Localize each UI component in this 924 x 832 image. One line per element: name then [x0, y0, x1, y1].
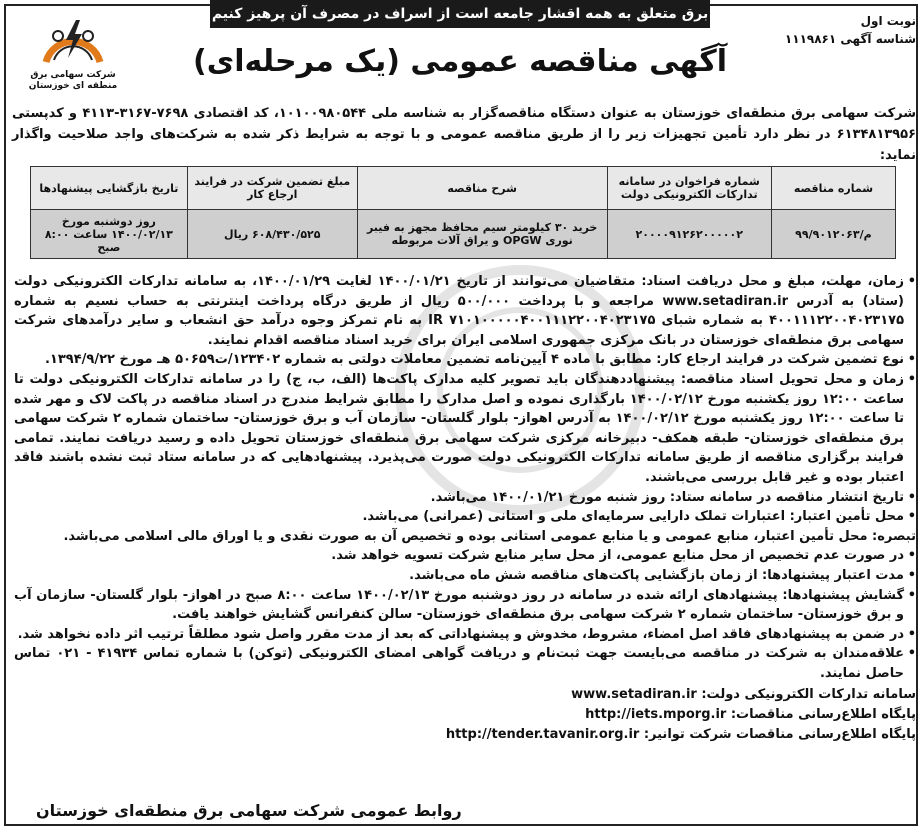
para-opening: • گشایش پیشنهادها: پیشنهادهای ارائه شده در سامانه در روز دوشنبه مورخ ۱۴۰۰/۰۲/۱۳ ساعت ۸:۰۰ صبح در اهواز- بلوار گلستان- سازمان آب و برق خوزستان- ساختمان شماره ۲ شرکت سهامی برق منطقه‌ای خوزستان- سالن کنفرانس گشایش خواهند یافت.	[14, 586, 916, 625]
para-documents: • زمان، مهلت، مبلغ و محل دریافت اسناد: متقاضیان می‌توانند از تاریخ ۱۴۰۰/۰۱/۲۱ لغایت ۱۴۰۰/۰۱/۲۹، به سامانه تدارکات الکترونیکی دولت (ستاد) به آدرس www.setadiran.ir مراجعه و با پرداخت ۵۰۰/۰۰۰ ریال از طریق درگاه پرداخت اینترنتی به حساب نسیم به شماره ۴۰۰۱۱۱۲۲۰۰۴۰۲۳۱۷۵ به شماره شبای IR ۷۱۰۱۰۰۰۰۰۴۰۰۱۱۱۲۲۰۰۴۰۲۳۱۷۵ به نام تمرکز وجوه درآمد حق انشعاب و سایر درآمدهای شرکت سهامی برق منطقه‌ای خوزستان در بانک مرکزی جمهوری اسلامی ایران برای خرید اسناد مناقصه اقدام نمایند.	[14, 272, 916, 350]
para-rejection: • در ضمن به پیشنهادهای فاقد اصل امضاء، مشروط، مخدوش و پیشنهاداتی که بعد از مدت مقرر واصل شود مطلقاً ترتیب اثر داده نخواهد شد.	[14, 625, 916, 645]
link-row-iets	[14, 705, 916, 725]
para-funding: • محل تأمین اعتبار: اعتبارات تملک دارایی سرمایه‌ای ملی و استانی (عمرانی) می‌باشد.	[14, 507, 916, 527]
col-description: شرح مناقصه	[357, 167, 607, 210]
cell-description: خرید ۳۰ کیلومتر سیم محافظ مجهز به فیبر نوری OPGW و یراق آلات مربوطه	[357, 210, 607, 259]
top-banner: برق متعلق به همه اقشار جامعه است از اسراف در مصرف آن پرهیز کنیم	[210, 0, 710, 28]
cell-opening-date: روز دوشنبه مورخ ۱۴۰۰/۰۲/۱۳ ساعت ۸:۰۰ صبح	[31, 210, 188, 259]
cell-call-number: ۲۰۰۰۰۹۱۲۶۲۰۰۰۰۰۲	[607, 210, 771, 259]
company-logo	[18, 10, 128, 95]
iets-link[interactable]: http://iets.mporg.ir	[585, 707, 727, 723]
notice-ad-id: شناسه آگهی ۱۱۱۹۸۶۱	[784, 32, 916, 46]
tavanir-link[interactable]: http://tender.tavanir.org.ir	[445, 726, 640, 742]
para-submission: • زمان و محل تحویل اسناد مناقصه: پیشنهاددهندگان باید تصویر کلیه مدارک پاکت‌ها (الف، ب، ج) را در سامانه تدارکات الکترونیکی دولت تا ساعت ۱۲:۰۰ روز یکشنبه مورخ ۱۴۰۰/۰۲/۱۲ بارگذاری نموده و اصل مدارک را مطابق شرایط مندرج در اسناد مناقصه در پاکت لاک و مهر شده تا ساعت ۱۲:۰۰ روز یکشنبه مورخ ۱۴۰۰/۰۲/۱۲ به آدرس اهواز- بلوار گلستان- سازمان آب و برق خوزستان- ساختمان شماره ۲ شرکت سهامی برق منطقه‌ای خوزستان- طبقه همکف- دبیرخانه مرکزی شرکت سهامی برق منطقه‌ای خوزستان تحویل داده و رسید دریافت نمایند. تمامی فرایند برگزاری مناقصه از طریق سامانه تدارکات الکترونیکی دولت صورت می‌پذیرد. پیشنهادهایی که در سامانه ستاد ثبت نشده باشند فاقد اعتبار بوده و غیر قابل بررسی می‌باشند.	[14, 370, 916, 488]
logo-company-name: شرکت سهامی برق منطقه ای خوزستان	[28, 70, 118, 91]
link-row-setad	[14, 685, 916, 705]
link-row-tavanir	[14, 725, 916, 745]
intro-paragraph: شرکت سهامی برق منطقه‌ای خوزستان به عنوان دستگاه مناقصه‌گزار به شناسه ملی ۱۰۱۰۰۹۸۰۵۴۴، کد اقتصادی ۷۶۹۸-۳۱۶۷-۴۱۱۳ و کدپستی ۶۱۳۴۸۱۳۹۵۶ در نظر دارد تأمین تجهیزات زیر را از طریق مناقصه عمومی و با توجه به شرایط ذکر شده به شرکت‌های واجد صلاحیت واگذار نماید:	[12, 106, 916, 163]
para-guarantee-type: • نوع تضمین شرکت در فرایند ارجاع کار: مطابق با ماده ۴ آیین‌نامه تضمین معاملات دولتی به شماره ۱۲۳۴۰۲/ت۵۰۶۵۹ هـ مورخ ۱۳۹۴/۹/۲۲.	[14, 350, 916, 370]
para-validity: • مدت اعتبار پیشنهادها: از زمان بازگشایی پاکت‌های مناقصه شش ماه می‌باشد.	[14, 566, 916, 586]
cell-guarantee: ۶۰۸/۴۳۰/۵۲۵ ریال	[187, 210, 357, 259]
cell-tender-number: م/۹۹/۹۰۱۲۰۶۳	[771, 210, 895, 259]
col-guarantee: مبلغ تضمین شرکت در فرایند ارجاع کار	[187, 167, 357, 210]
power-company-logo-icon	[40, 10, 106, 68]
para-token: • علاقه‌مندان به شرکت در مناقصه می‌بایست جهت ثبت‌نام و دریافت گواهی امضای الکترونیکی (توکن) با شماره تماس ۴۱۹۳۴ - ۰۲۱ تماس حاصل نمایند.	[14, 644, 916, 683]
iets-label: پایگاه اطلاع‌رسانی مناقصات:	[730, 707, 916, 723]
notice-round: نوبت اول	[860, 14, 916, 28]
setad-label: سامانه تدارکات الکترونیکی دولت:	[701, 687, 916, 703]
tavanir-label: پایگاه اطلاع‌رسانی مناقصات شرکت توانیر:	[643, 726, 916, 742]
notice-body	[14, 272, 916, 744]
page-title: آگهی مناقصه عمومی (یک مرحله‌ای)	[193, 44, 727, 79]
table-header-row	[31, 167, 896, 210]
col-tender-number: شماره مناقصه	[771, 167, 895, 210]
para-other-funding: • در صورت عدم تخصیص از محل منابع عمومی، از محل سایر منابع شرکت تسویه خواهد شد.	[14, 546, 916, 566]
para-note: تبصره: محل تأمین اعتبار، منابع عمومی و یا منابع عمومی استانی بوده و تخصیص آن به صورت نقدی و یا اوراق مالی اسلامی می‌باشد.	[63, 528, 916, 544]
para-publish-date: • تاریخ انتشار مناقصه در سامانه ستاد: روز شنبه مورخ ۱۴۰۰/۰۱/۲۱ می‌باشد.	[14, 488, 916, 508]
links-section	[14, 685, 916, 744]
tender-table	[30, 166, 896, 259]
table-row	[31, 210, 896, 259]
notice-meta	[785, 12, 916, 48]
setad-link[interactable]: www.setadiran.ir	[571, 687, 697, 703]
footer-signature: روابط عمومی شرکت سهامی برق منطقه‌ای خوزستان	[36, 801, 462, 820]
col-opening-date: تاریخ بازگشایی پیشنهادها	[31, 167, 188, 210]
col-call-number: شماره فراخوان در سامانه تدارکات الکترونیکی دولت	[607, 167, 771, 210]
